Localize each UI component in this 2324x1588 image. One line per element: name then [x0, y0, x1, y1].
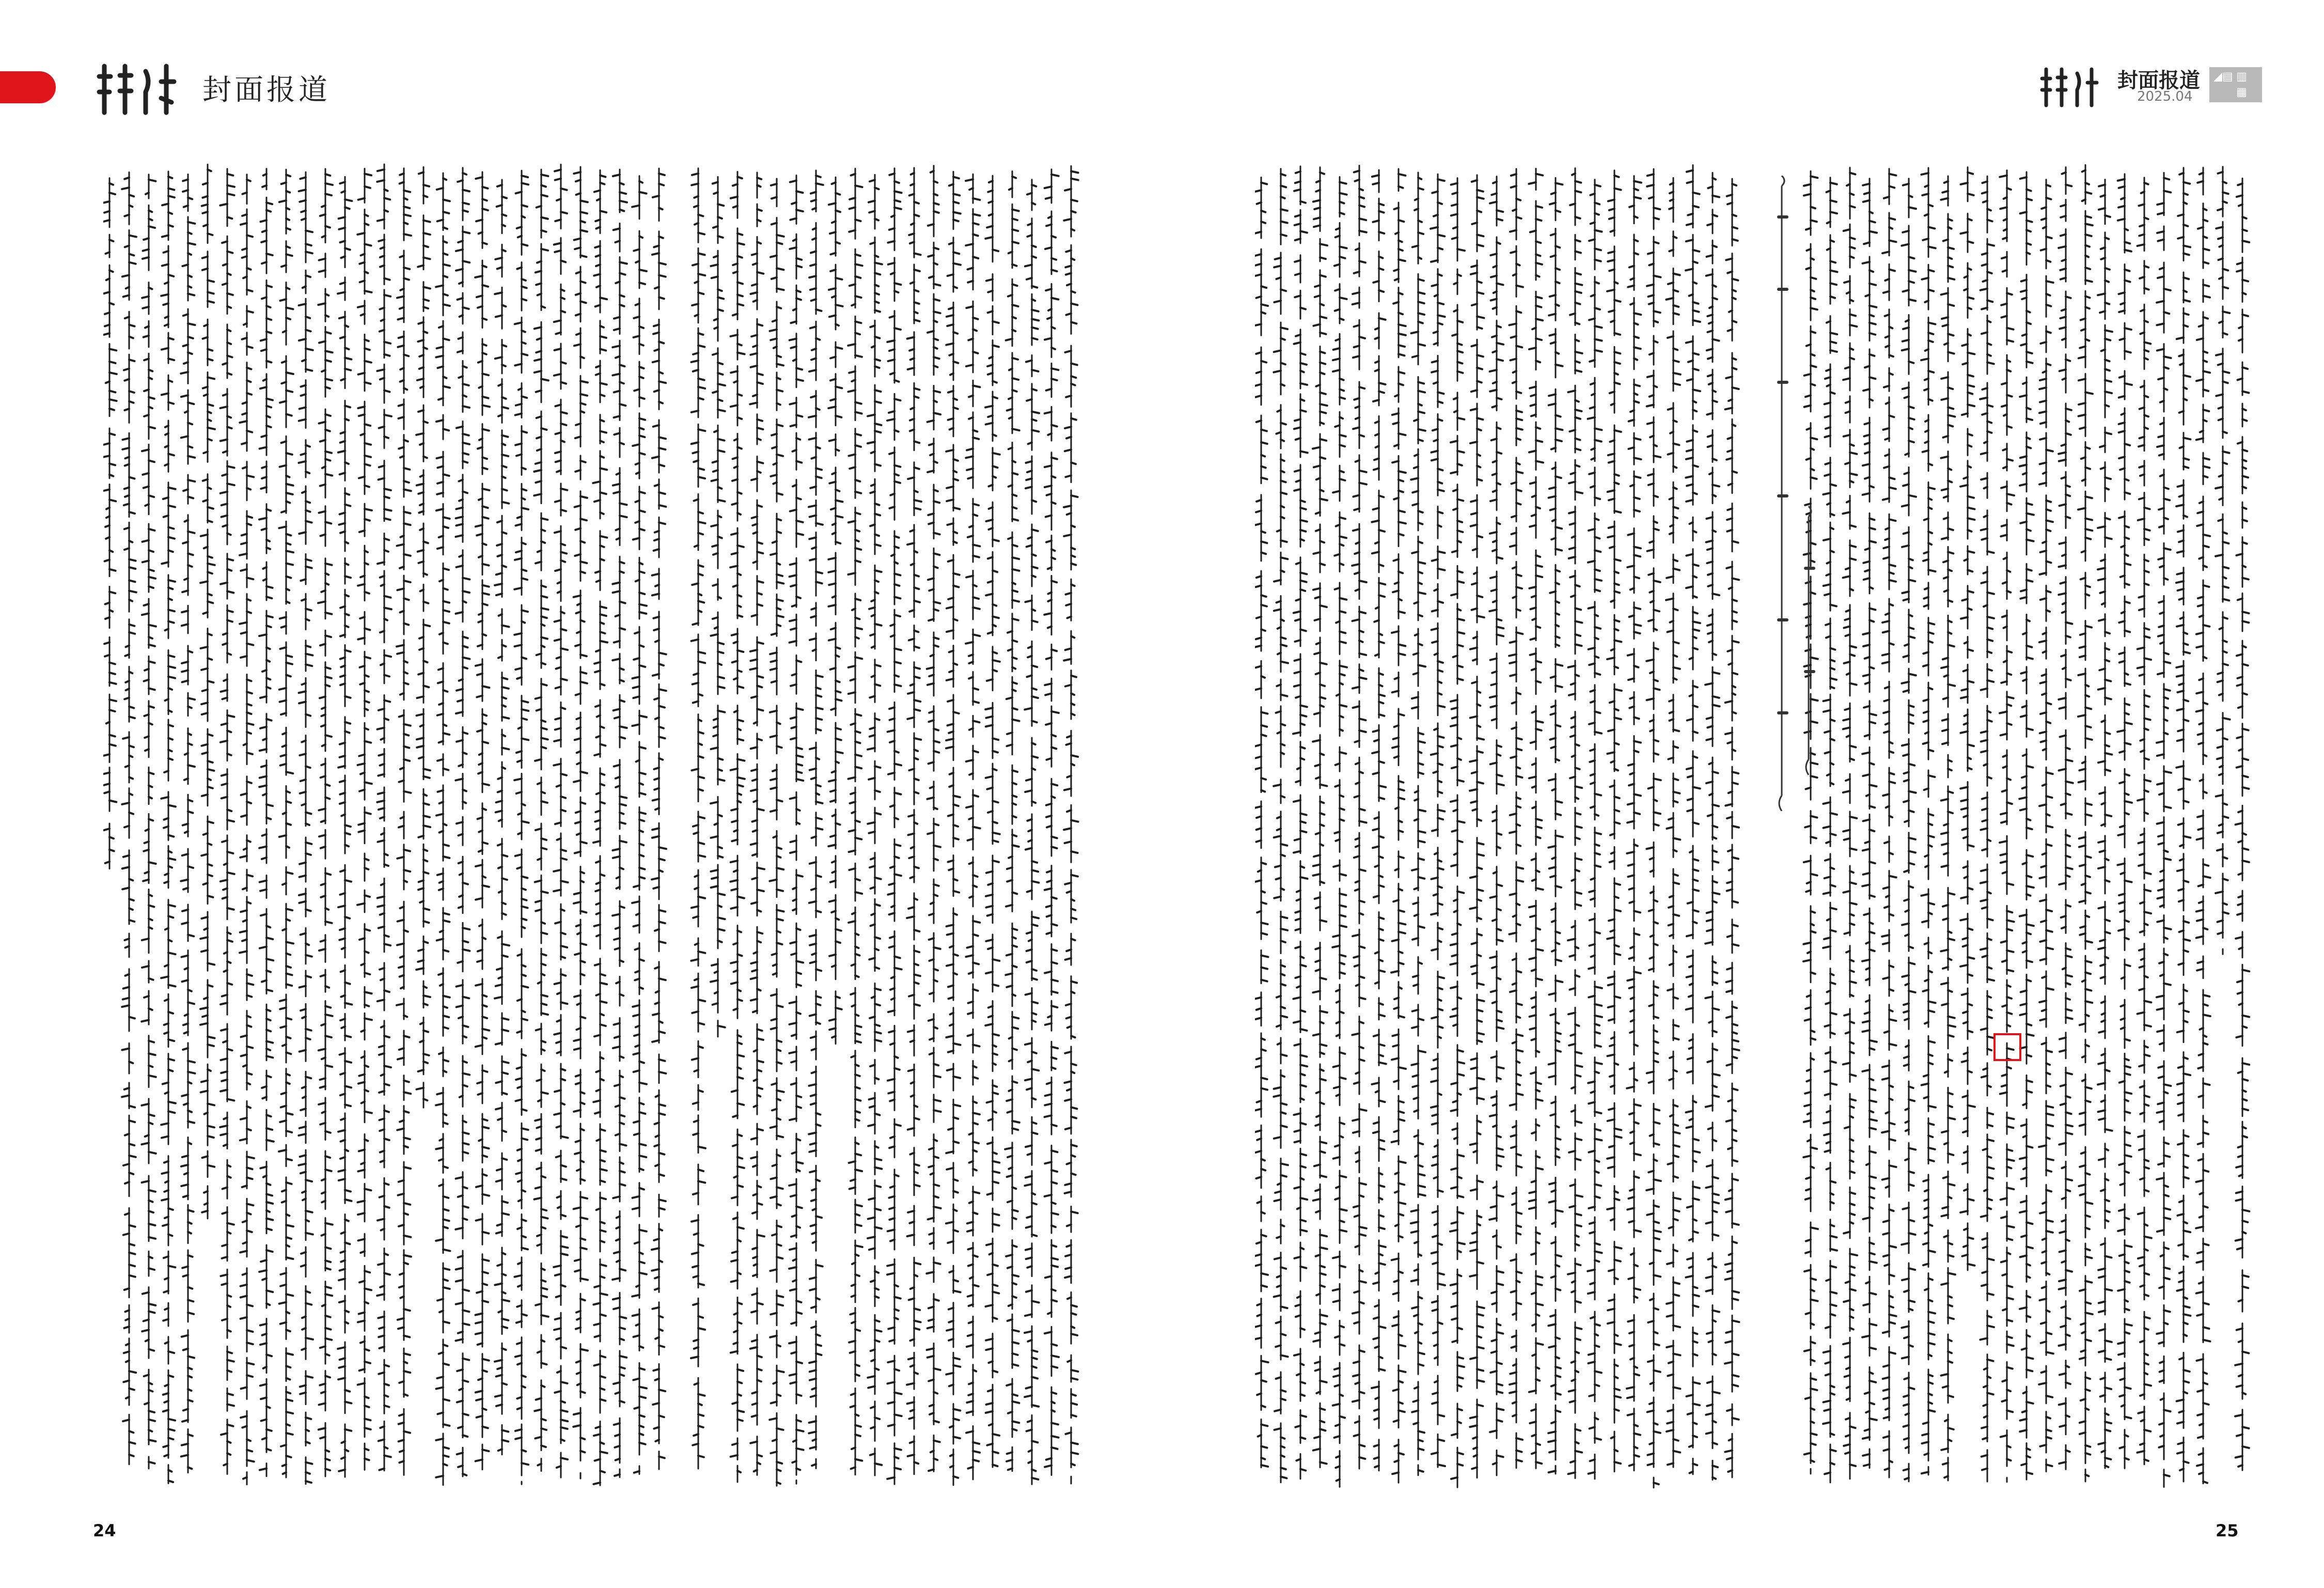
text-column [1960, 167, 1975, 1270]
text-column [2235, 178, 2249, 1470]
text-column [1862, 179, 1877, 1468]
text-column [691, 168, 705, 1469]
text-column [1352, 165, 1367, 1469]
text-column [1548, 178, 1563, 1474]
text-column [1509, 169, 1523, 1468]
text-column [848, 169, 862, 1475]
text-column [554, 164, 568, 1477]
text-column [1255, 177, 1268, 1467]
text-column [377, 164, 391, 1471]
text-column [1843, 167, 1857, 1478]
text-column [1921, 168, 1936, 1475]
paragraph-marker-icon [1993, 1033, 2021, 1061]
text-column [299, 172, 313, 1484]
text-column [1529, 168, 1543, 1468]
text-column [279, 169, 293, 1477]
text-column [142, 175, 156, 1469]
text-column [1627, 176, 1641, 1471]
text-column [103, 178, 117, 869]
text-column [887, 168, 902, 1484]
text-column [534, 169, 548, 1471]
section-title: 封面报道 [202, 73, 331, 107]
text-column [1025, 180, 1039, 1484]
text-column [1470, 175, 1484, 1478]
section-title-right: 封面报道 [2117, 69, 2200, 92]
photo-caption [1766, 176, 1827, 811]
text-column [966, 174, 980, 1480]
text-column [946, 172, 961, 1485]
text-column [1274, 169, 1288, 1483]
text-column [2098, 180, 2112, 1469]
text-column [122, 173, 136, 1465]
page-number-right: 25 [2216, 1521, 2239, 1540]
text-column [475, 172, 490, 1470]
text-column [730, 172, 745, 1482]
text-column [750, 173, 764, 1475]
text-column [1646, 169, 1661, 1488]
text-column [1902, 179, 1916, 1482]
text-column [2176, 168, 2190, 1482]
text-column [1489, 177, 1504, 1475]
text-column [1705, 173, 1720, 1480]
magazine-logo-icon: ◢▤ ▥ ▦ [2209, 67, 2262, 102]
mongolian-script-icon [2039, 66, 2100, 108]
text-column [240, 175, 254, 1485]
text-column [1431, 174, 1445, 1467]
text-column [809, 170, 823, 1469]
text-column [259, 169, 274, 1476]
text-column [1005, 172, 1019, 1471]
text-column [2019, 172, 2034, 1480]
text-column [1372, 170, 1386, 1471]
text-column [2078, 165, 2093, 1481]
text-column [181, 174, 195, 1472]
text-column [1450, 178, 1465, 1488]
text-column [1666, 178, 1681, 1467]
text-column [927, 166, 940, 1472]
text-column [2117, 174, 2132, 1469]
text-column [985, 176, 1000, 1467]
text-column [338, 177, 352, 1477]
text-column [632, 176, 647, 1474]
text-column [456, 168, 469, 1476]
text-column [2039, 180, 2053, 1472]
text-column [161, 172, 176, 1484]
text-column [868, 175, 882, 1475]
text-column [1686, 165, 1700, 1474]
text-column [907, 168, 921, 1474]
text-column [652, 168, 666, 1469]
text-column [2137, 178, 2151, 1465]
text-column [200, 164, 215, 1219]
text-column [1588, 180, 1602, 1479]
text-column [1293, 166, 1308, 1479]
section-tab [0, 71, 56, 103]
text-column [1882, 169, 1896, 1477]
text-column [593, 170, 607, 1485]
text-column [1332, 177, 1347, 1487]
text-column [1607, 170, 1622, 1472]
text-column [397, 168, 411, 1475]
text-column [2059, 167, 2073, 1470]
article-body-left [103, 160, 1095, 1493]
text-column [1411, 173, 1425, 1475]
text-column [416, 167, 430, 1108]
text-column [318, 169, 333, 1476]
text-column [1941, 176, 1955, 1481]
text-column [2196, 167, 2210, 1483]
text-column [495, 180, 509, 1455]
text-column [573, 167, 588, 1478]
text-column [436, 173, 450, 1485]
text-column [2216, 167, 2230, 954]
text-column [789, 176, 804, 1484]
text-column [514, 170, 528, 1484]
issue-date: 2025.04 [2137, 89, 2193, 104]
text-column [357, 168, 372, 1470]
text-column [613, 169, 627, 1477]
text-column [2000, 170, 2014, 1482]
text-column [1044, 169, 1059, 1475]
text-column [2157, 173, 2171, 1487]
text-column [770, 179, 784, 1486]
page-number-left: 24 [93, 1521, 116, 1540]
text-column [1064, 166, 1078, 1484]
article-body-right [1255, 160, 2252, 1493]
text-column [1980, 176, 1994, 1482]
mongolian-script-icon [94, 61, 182, 118]
text-column [828, 177, 842, 1044]
text-column [1568, 168, 1582, 1478]
text-column [1391, 169, 1406, 1483]
text-column [711, 177, 725, 1037]
text-column [1725, 179, 1739, 1477]
text-column [1313, 167, 1327, 1468]
text-column [220, 169, 234, 1474]
